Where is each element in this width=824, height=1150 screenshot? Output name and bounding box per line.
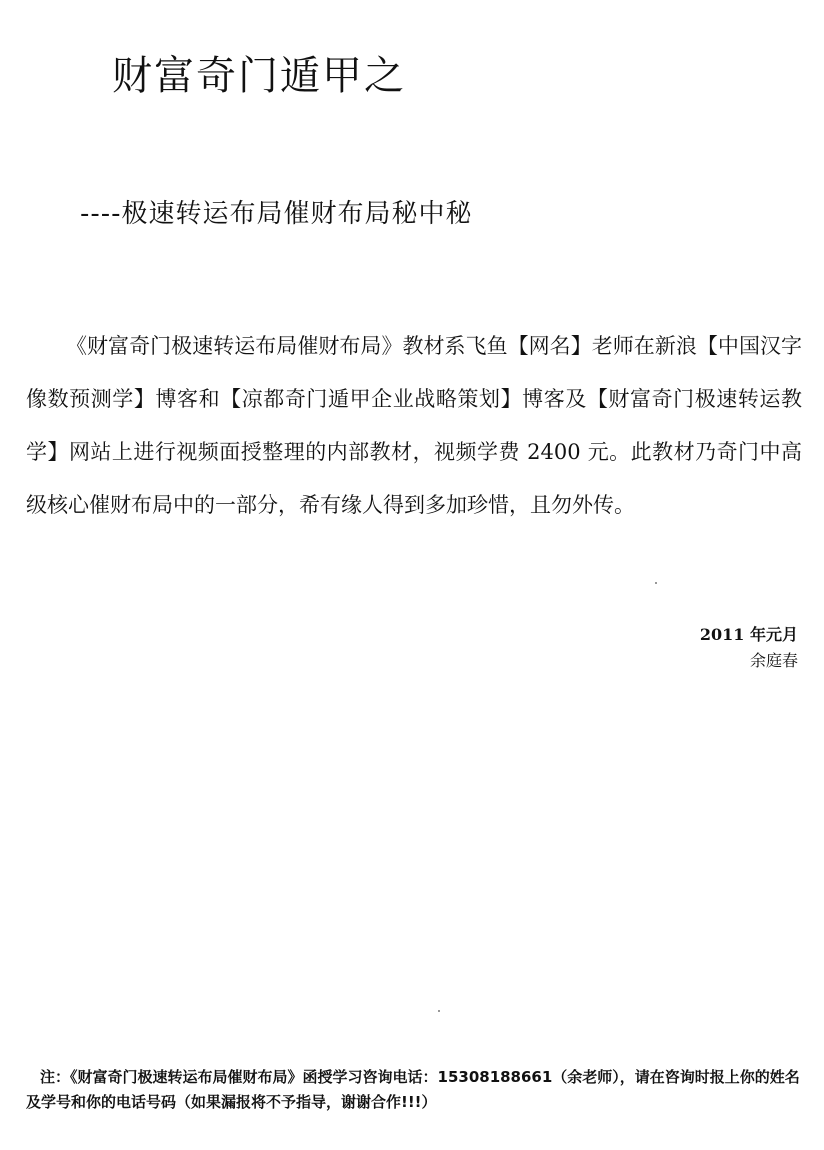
scan-speck: [655, 582, 657, 584]
signature-date: 2011 年元月: [699, 625, 798, 644]
signature-author: 余庭春: [749, 651, 798, 670]
document-subtitle: ----极速转运布局催财布局秘中秘: [80, 199, 473, 229]
signature-block: [700, 622, 798, 674]
document-title: 财富奇门遁甲之: [112, 53, 406, 99]
body-paragraph: 《财富奇门极速转运布局催财布局》教材系飞鱼【网名】老师在新浪【中国汉字像数预测学】博客和【凉都奇门遁甲企业战略策划】博客及【财富奇门极速转运教学】网站上进行视频面授整理的内部教材，视频学费 2400 元。此教材乃奇门中高级核心催财布局中的一部分，希有缘人得到多加珍惜，且勿外传。: [26, 334, 802, 517]
footnote: 注：《财富奇门极速转运布局催财布局》函授学习咨询电话：15308188661（余老师），请在咨询时报上你的姓名及学号和你的电话号码（如果漏报将不予指导，谢谢合作!!!）: [26, 1068, 800, 1111]
scan-speck: [438, 1010, 440, 1012]
